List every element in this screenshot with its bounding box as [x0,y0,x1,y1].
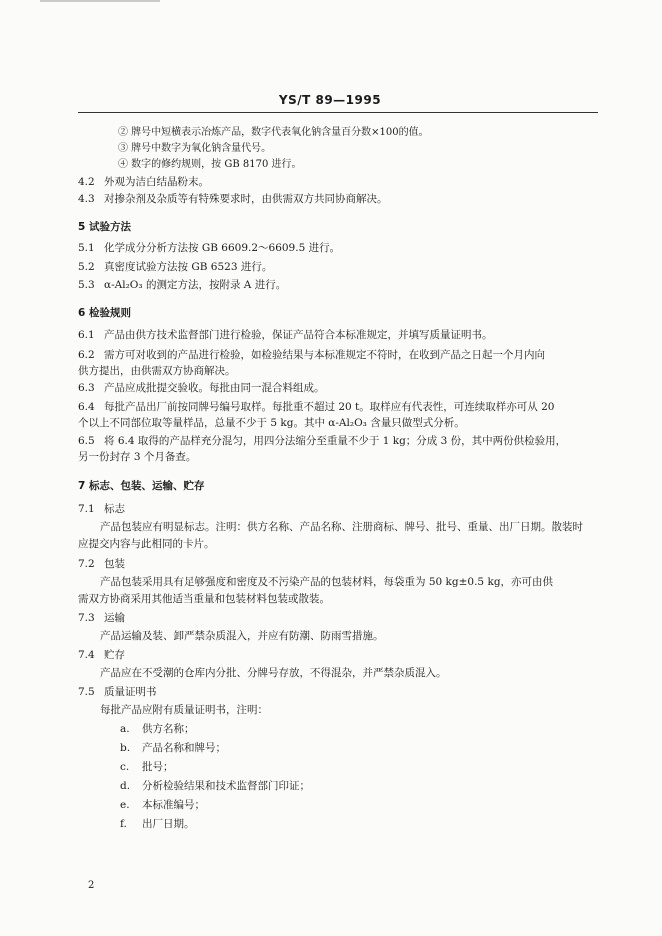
list-item: d. 分析检验结果和技术监督部门印证； [120,780,310,792]
page-number: 2 [88,880,95,891]
header-rule [78,112,598,113]
clause-6-2-cont: 供方提出，由供需双方协商解决。 [78,365,236,377]
section-6-heading: 6 检验规则 [78,307,131,319]
note-3: ③ 牌号中数字为氧化钠含量代号。 [118,143,272,154]
clause-7-1-text: 产品包装应有明显标志。注明：供方名称、产品名称、注册商标、牌号、批号、重量、出厂日期。散装时 [100,521,583,533]
clause-6-4: 6.4 每批产品出厂前按同牌号编号取样。每批重不超过 20 t。取样应有代表性，可连续取样亦可从 20 [78,401,555,413]
list-item: e. 本标准编号； [120,799,205,811]
clause-5-1: 5.1 化学成分分析方法按 GB 6609.2～6609.5 进行。 [78,242,341,254]
list-item: b. 产品名称和牌号； [120,742,226,754]
note-2: ② 牌号中短横表示冶炼产品，数字代表氧化钠含量百分数×100的值。 [118,127,429,138]
clause-6-1: 6.1 产品由供方技术监督部门进行检验，保证产品符合本标准规定，并填写质量证明书。 [78,329,493,341]
clause-7-5-title: 7.5 质量证明书 [78,686,157,698]
page-header: YS/T 89—1995 [278,93,382,107]
clause-7-2-text: 产品包装采用具有足够强度和密度及不污染产品的包装材料，每袋重为 50 kg±0.5 kg，亦可由供 [100,576,554,588]
clause-5-3: 5.3 α-Al₂O₃ 的测定方法，按附录 A 进行。 [78,279,287,291]
clause-7-2-title: 7.2 包装 [78,558,125,570]
clause-7-2-cont: 需双方协商采用其他适当重量和包装材料包装或散装。 [78,593,330,605]
clause-6-5-cont: 另一份封存 3 个月备查。 [78,451,197,463]
clause-7-4-text: 产品应在不受潮的仓库内分批、分牌号存放，不得混杂，并严禁杂质混入。 [100,667,447,679]
clause-6-5: 6.5 将 6.4 取得的产品样充分混匀，用四分法缩分至重量不少于 1 kg；分成 3 份，其中两份供检验用， [78,435,567,447]
clause-7-1-cont: 应提交内容与此相同的卡片。 [78,538,215,550]
clause-7-3-text: 产品运输及装、卸严禁杂质混入，并应有防潮、防雨雪措施。 [100,630,384,642]
clause-5-2: 5.2 真密度试验方法按 GB 6523 进行。 [78,261,273,273]
clause-4-2: 4.2 外观为洁白结晶粉末。 [78,176,209,188]
list-item: c. 批号； [120,761,174,773]
section-7-heading: 7 标志、包装、运输、贮存 [78,480,205,492]
clause-7-4-title: 7.4 贮存 [78,649,125,661]
section-5-heading: 5 试验方法 [78,221,131,233]
clause-7-3-title: 7.3 运输 [78,612,125,624]
list-item: f. 出厂日期。 [120,818,195,830]
clause-6-3: 6.3 产品应成批提交验收。每批由同一混合料组成。 [78,382,325,394]
clause-7-1-title: 7.1 标志 [78,503,125,515]
clause-6-2: 6.2 需方可对收到的产品进行检验，如检验结果与本标准规定不符时，在收到产品之日起一个月内向 [78,349,545,361]
scan-artifact [40,0,160,8]
note-4: ④ 数字的修约规则，按 GB 8170 进行。 [118,159,302,170]
clause-4-3: 4.3 对掺杂剂及杂质等有特殊要求时，由供需双方共同协商解决。 [78,193,388,205]
clause-7-5-text: 每批产品应附有质量证明书，注明： [100,704,268,716]
clause-6-4-cont: 个以上不同部位取等量样品，总量不少于 5 kg。其中 α-Al₂O₃ 含量只做型式分析。 [78,417,465,429]
list-item: a. 供方名称； [120,723,195,735]
